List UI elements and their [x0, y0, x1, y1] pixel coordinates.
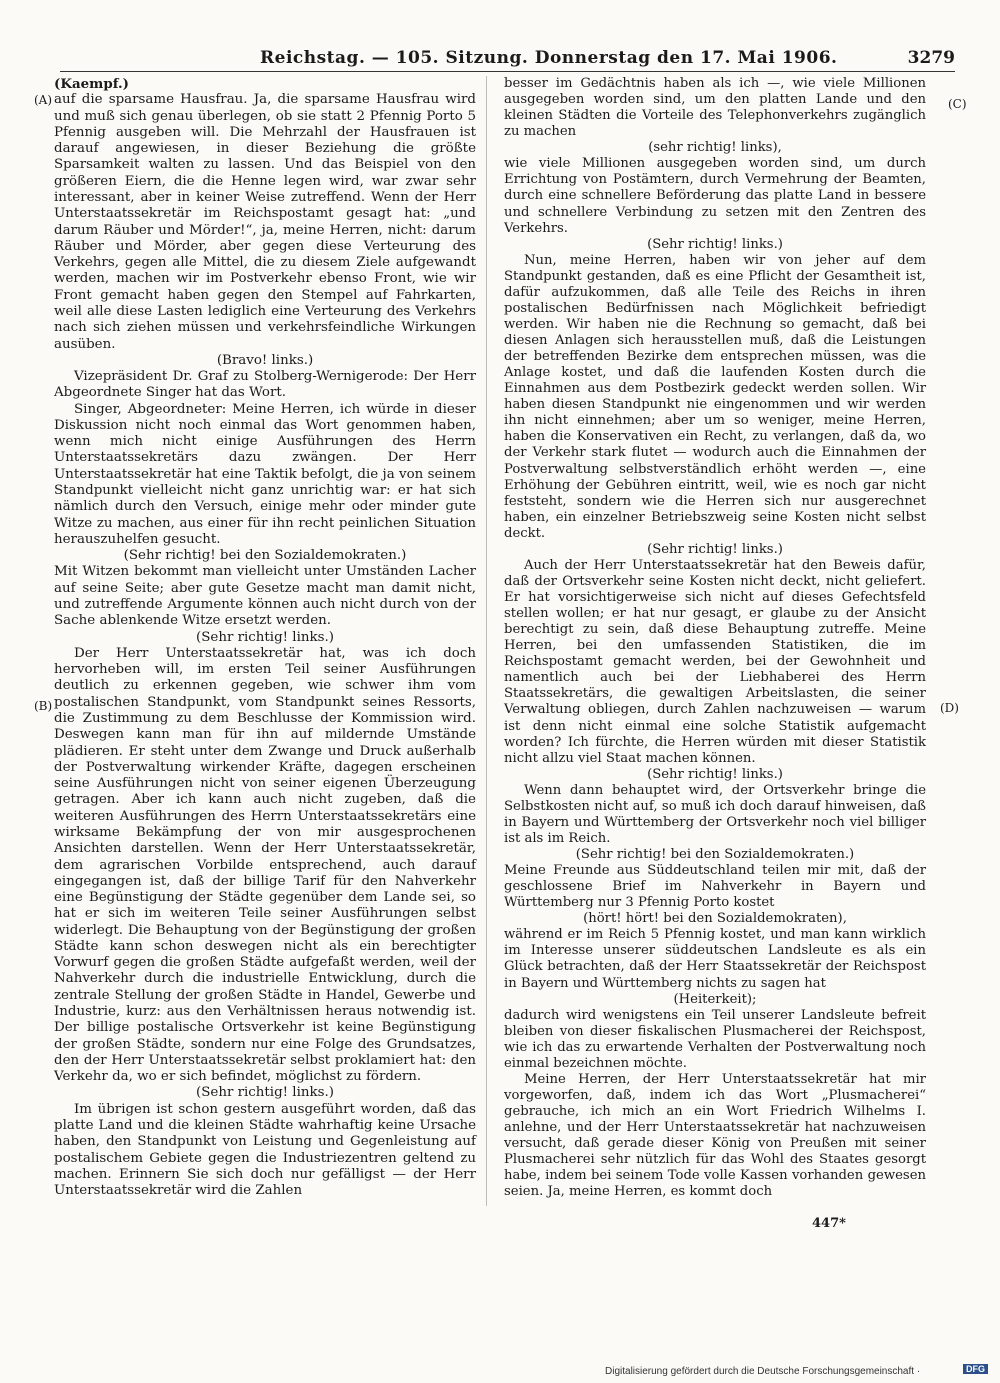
right-interjection: (Sehr richtig! links.): [647, 541, 783, 557]
left-speaker-tag: (Kaempf.): [54, 76, 129, 92]
page-header: [60, 48, 955, 70]
page-number: 3279: [907, 48, 955, 68]
right-paragraph: während er im Reich 5 Pfennig kostet, und man kann wirklich im Interesse unserer süddeutschen Landsleute es als ein Glück betrachten, daß der Herr Staatssekretär der Reichspost in Bayern und Württemberg nichts zu sagen hat: [504, 927, 926, 991]
right-interjection: (sehr richtig! links),: [648, 140, 782, 156]
right-interjection: (Sehr richtig! links.): [647, 236, 783, 252]
digitization-credit: Digitalisierung gefördert durch die Deutsche Forschungsgemeinschaft ·: [605, 1366, 921, 1377]
right-interjection: (Sehr richtig! links.): [647, 766, 783, 782]
sheet-number: 447*: [812, 1216, 846, 1231]
left-interjection: (Sehr richtig! bei den Sozialdemokraten.): [123, 548, 407, 564]
right-paragraph: Auch der Herr Unterstaatssekretär hat den Beweis dafür, daß der Ortsverkehr seine Kosten nicht deckt, nicht geliefert. Er hat vorsichtigerweise sich nicht auf dieses Gefechtsfeld stellen wollen; er hat nur gesagt, er glaube zu der Ansicht berechtigt zu sein, daß diese Behauptung zutreffe. Meine Herren, bei den umfassenden Statistiken, die im Reichspostamt gemacht werden, bei der Gewohnheit und namentlich auch bei der Liebhaberei des Herrn Staatssekretärs, die gewaltigen Arbeitslasten, die seiner Verwaltung obliegen, durch Zahlen nachzuweisen — warum ist denn nicht einmal eine solche Statistik aufgemacht worden? Ich fürchte, die Herren würden mit dieser Statistik nicht allzu viel Staat machen können.: [504, 557, 926, 766]
left-paragraph: Mit Witzen bekommt man vielleicht unter Umständen Lacher auf seine Seite; aber gute Gesetze macht man damit nicht, und zutreffende Argumente können auch nicht durch von der Sache ablenkende Witze ersetzt werden.: [54, 564, 476, 629]
dfg-logo: DFG: [963, 1364, 988, 1374]
margin-marker-d: (D): [940, 701, 959, 715]
left-paragraph: Der Herr Unterstaatssekretär hat, was ich doch hervorheben will, im ersten Teil seiner Ausführungen deutlich zu erkennen gegeben, wie schwer ihm vom postalischen Standpunkt, vom Standpunkt seines Ressorts, die Zustimmung zu dem Beschlusse der Kommission wird. Deswegen kann man für ihn auf mildernde Umstände plädieren. Er steht unter dem Zwange und Druck außerhalb der Postverwaltung wirkender Kräfte, dagegen erscheinen seine Ausführungen nicht von seiner eigenen Überzeugung getragen. Aber ich kann auch nicht zugeben, daß die weiteren Ausführungen des Herrn Unterstaatssekretärs eine wirksame Bekämpfung der von mir ausgesprochenen Ansichten darstellen. Wenn der Herr Unterstaatssekretär, dem agrarischen Vorbilde entsprechend, auch darauf eingegangen ist, daß der billige Tarif für den Nahverkehr eine Begünstigung der Städte gegenüber dem Lande sei, so hat er sich im weiteren Teile seiner Ausführungen selbst widerlegt. Die Behauptung von der Begünstigung der großen Städte kann schon deswegen nicht als ein berechtigter Vorwurf gegen die großen Städte aufgefaßt werden, weil der Nahverkehr durch die industrielle Entwicklung, durch die zentrale Stellung der großen Städte in Handel, Gewerbe und Industrie, kurz: aus den Verhältnissen heraus notwendig ist. Der billige postalische Ortsverkehr ist keine Begünstigung der großen Städte, sondern nur eine Folge des Grundsatzes, den der Herr Unterstaatssekretär selbst proklamiert hat: den Verkehr da, wo er sich befindet, möglichst zu fördern.: [54, 645, 476, 1085]
right-interjection: (hört! hört! bei den Sozialdemokraten),: [583, 911, 847, 927]
right-paragraph: Wenn dann behauptet wird, der Ortsverkehr bringe die Selbstkosten nicht auf, so muß ich doch darauf hinweisen, daß in Bayern und Württemberg der Ortsverkehr noch viel billiger ist als im Reich.: [504, 782, 926, 846]
right-paragraph: wie viele Millionen ausgegeben worden sind, um durch Errichtung von Postämtern, durch Vermehrung der Beamten, durch eine schnellere Beförderung das platte Land in bessere und schnellere Verbindung zu setzen mit den Zentren des Verkehrs.: [504, 156, 926, 236]
header-rule: [60, 71, 955, 72]
left-paragraph: auf die sparsame Hausfrau. Ja, die sparsame Hausfrau wird und muß sich genau überlegen, ob sie statt 2 Pfennig Porto 5 Pfennig ausgeben will. Die Mehrzahl der Hausfrauen ist darauf angewiesen, in dieser Beziehung die größte Sparsamkeit walten zu lassen. Und das Beispiel von den größeren Eiern, die die Henne legen wird, war zwar sehr interessant, aber in keiner Weise zutreffend. Wenn der Herr Unterstaatssekretär im Reichspostamt gesagt hat: „und darum Räuber und Mörder!“, ja, meine Herren, nicht: darum Räuber und Mörder, aber gegen diese Verteurung des Verkehrs, gegen alle Mittel, die zu diesem Ziele aufgewandt werden, machen wir im Postverkehr ebenso Front, wie wir Front gemacht haben gegen den Stempel auf Fahrkarten, weil alle diese Lasten lediglich eine Verteurung des Verkehrs nach sich ziehen müssen und verkehrsfeindliche Wirkungen ausüben.: [54, 92, 476, 352]
right-paragraph: Nun, meine Herren, haben wir von jeher auf dem Standpunkt gestanden, daß es eine Pflicht der Gesamtheit ist, dafür aufzukommen, daß alle Teile des Reichs in ihren postalischen Bedürfnissen nach Möglichkeit befriedigt werden. Wir haben nie die Rechnung so gemacht, daß bei diesen Anlagen sich herausstellen muß, daß die Leistungen der betreffenden Bezirke dem entsprechen müssen, was die Anlage kostet, und daß die laufenden Kosten durch die Einnahmen aus dem Postbezirk gedeckt werden sollen. Wir haben diesen Standpunkt nie eingenommen und wir werden ihn nicht einnehmen; aber um so weniger, meine Herren, haben die Konservativen ein Recht, zu verlangen, daß da, wo der Verkehr stark flutet — wodurch auch die Einnahmen der Postverwaltung selbstverständlich erhöht werden —, eine Erhöhung der Gebühren eintritt, weil, wie es noch gar nicht feststeht, sondern wie die Herren sich nur ausgerechnet haben, ein einzelner Betriebszweig seine Kosten nicht selbst deckt.: [504, 252, 926, 541]
right-paragraph: dadurch wird wenigstens ein Teil unserer Landsleute befreit bleiben von dieser fiskalischen Plusmacherei der Reichspost, wie ich das zu erwartende Verhalten der Postverwaltung noch einmal bezeichnen möchte.: [504, 1007, 926, 1071]
right-interjection: (Sehr richtig! bei den Sozialdemokraten.): [575, 847, 855, 862]
left-paragraph: Vizepräsident Dr. Graf zu Stolberg-Wernigerode: Der Herr Abgeordnete Singer hat das Wort.: [54, 369, 476, 401]
left-paragraph: Im übrigen ist schon gestern ausgeführt worden, daß das platte Land und die kleinen Städte wahrhaftig keine Ursache haben, den Standpunkt von Leistung und Gegenleistung auf postalischem Gebiete gegen die Industriezentren geltend zu machen. Erinnern Sie sich doch nur gefälligst — der Herr Unterstaatssekretär wird die Zahlen: [54, 1101, 476, 1199]
right-paragraph: Meine Freunde aus Süddeutschland teilen mir mit, daß der geschlossene Brief im Nahverkehr in Bayern und Württemberg nur 3 Pfennig Porto kostet: [504, 863, 926, 911]
left-column: [54, 76, 476, 1199]
running-title: Reichstag. — 105. Sitzung. Donnerstag den 17. Mai 1906.: [260, 48, 838, 68]
margin-marker-a: (A): [34, 93, 53, 107]
right-interjection: (Heiterkeit);: [673, 991, 757, 1007]
column-divider: [486, 76, 487, 1206]
margin-marker-c: (C): [948, 97, 967, 111]
margin-marker-b: (B): [34, 699, 53, 713]
left-paragraph: Singer, Abgeordneter: Meine Herren, ich würde in dieser Diskussion nicht noch einmal das Wort genommen haben, wenn mich nicht einige Ausführungen des Herrn Unterstaatssekretärs dazu zwängen. Der Herr Unterstaatssekretär hat eine Taktik befolgt, die ja von seinem Standpunkt vielleicht nicht ganz unrichtig war: er hat sich nämlich durch den Versuch, einige mehr oder minder gute Witze zu machen, aus einer für ihn recht peinlichen Situation herauszuhelfen gesucht.: [54, 401, 476, 547]
left-interjection: (Bravo! links.): [216, 352, 314, 368]
right-column: [504, 76, 926, 1200]
right-paragraph: besser im Gedächtnis haben als ich —, wie viele Millionen ausgegeben worden sind, um den platten Lande und den kleinen Städten die Vorteile des Telephonverkehrs zugänglich zu machen: [504, 76, 926, 140]
left-interjection: (Sehr richtig! links.): [196, 1085, 334, 1101]
right-paragraph: Meine Herren, der Herr Unterstaatssekretär hat mir vorgeworfen, daß, indem ich das Wort „Plusmacherei“ gebrauche, ich mich an ein Wort Friedrich Wilhelms I. anlehne, und der Herr Unterstaatssekretär hat nachzuweisen versucht, daß gerade dieser König von Preußen mit seiner Plusmacherei sehr nützlich für das Wohl des Staates gesorgt habe, indem bei seinem Tode volle Kassen vorhanden gewesen seien. Ja, meine Herren, es kommt doch: [504, 1071, 926, 1200]
left-interjection: (Sehr richtig! links.): [196, 629, 334, 645]
